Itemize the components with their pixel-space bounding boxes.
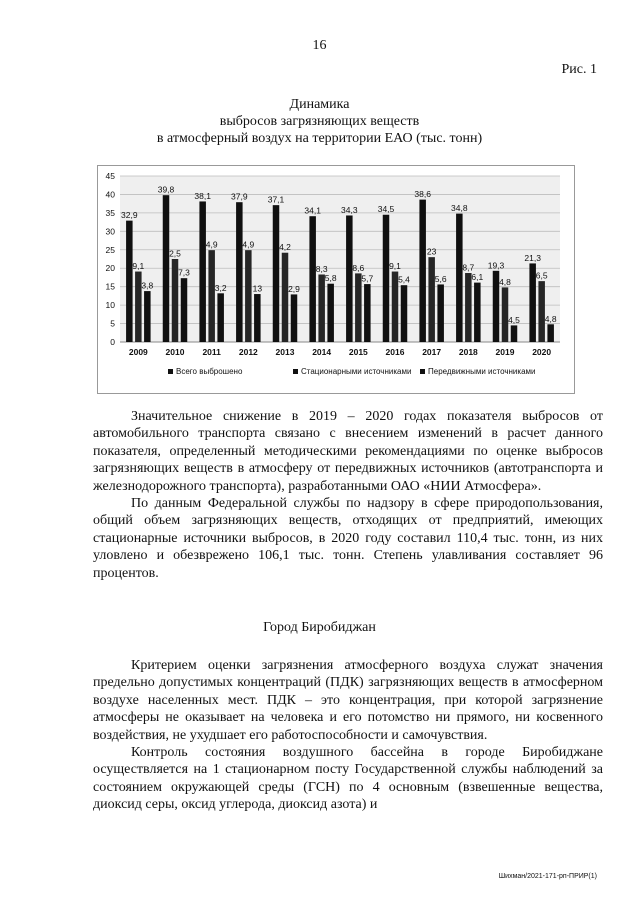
bar-total bbox=[383, 215, 390, 342]
data-label: 8,6 bbox=[352, 262, 365, 273]
legend-label: Стационарными источниками bbox=[301, 367, 412, 376]
legend-swatch bbox=[168, 369, 173, 374]
data-label: 6,1 bbox=[471, 272, 484, 283]
data-label: 2,5 bbox=[169, 248, 181, 259]
bar-mobile bbox=[291, 294, 298, 342]
section-heading: Город Биробиджан bbox=[263, 620, 376, 635]
x-tick-label: 2020 bbox=[532, 347, 552, 357]
document-footer: Шихман/2021-171-рп-ПРИР(1) bbox=[498, 873, 597, 880]
bar-total bbox=[199, 201, 206, 342]
y-tick-label: 30 bbox=[105, 226, 115, 237]
bar-total bbox=[419, 200, 426, 342]
y-tick-label: 15 bbox=[105, 281, 115, 292]
y-tick-label: 45 bbox=[105, 171, 115, 181]
emissions-chart-svg bbox=[98, 166, 574, 393]
data-label: 5,4 bbox=[398, 274, 410, 285]
y-tick-label: 40 bbox=[105, 189, 115, 200]
data-label: 4,2 bbox=[279, 242, 291, 253]
data-label: 34,1 bbox=[304, 205, 321, 216]
bar-stationary bbox=[282, 253, 289, 342]
bar-total bbox=[273, 205, 280, 342]
data-label: 19,3 bbox=[487, 260, 505, 271]
x-tick-label: 2016 bbox=[385, 347, 405, 357]
bar-mobile bbox=[327, 284, 334, 342]
data-label: 8,7 bbox=[462, 262, 475, 273]
paragraph-pdk: Критерием оценки загрязнения атмосферного воздуха служат значения предельно допустимых концентраций (ПДК) загрязняющих веществ в атмосферном воздухе населенных мест. ПДК – это концентрация, при которой загрязнение атмосферы не оказывает на человека и его потомство ни прямого, ни косвенного воздействия, не ухудшает его работоспособности и самочувствия. bbox=[93, 658, 603, 743]
chart-title-line-3: в атмосферный воздух на территории ЕАО (тыс. тонн) bbox=[156, 131, 483, 146]
data-label: 3,2 bbox=[214, 282, 227, 293]
bar-mobile bbox=[144, 291, 151, 342]
bar-mobile bbox=[217, 293, 224, 342]
bar-mobile bbox=[401, 285, 408, 342]
bar-stationary bbox=[465, 273, 472, 342]
emissions-chart bbox=[97, 165, 575, 394]
body-block-2 bbox=[93, 657, 603, 814]
legend-swatch bbox=[420, 369, 425, 374]
data-label: 9,1 bbox=[389, 261, 401, 272]
page-number: 16 bbox=[312, 38, 327, 53]
legend-label: Всего выброшено bbox=[176, 367, 243, 376]
bar-mobile bbox=[437, 284, 444, 342]
x-tick-label: 2019 bbox=[495, 347, 515, 357]
paragraph-monitoring: Контроль состояния воздушного бассейна в городе Биробиджане осуществляется на 1 стационарном посту Государственной службы наблюдений за состоянием окружающей среды (ГСН) по 4 основным (взвешенные вещества, диоксид серы, оксид углерода, диоксид азота) и bbox=[93, 745, 603, 813]
x-tick-label: 2012 bbox=[238, 347, 258, 357]
y-tick-label: 10 bbox=[105, 300, 115, 311]
paragraph-transport: Значительное снижение в 2019 – 2020 годах показателя выбросов от автомобильного транспорта связано с внесением изменений в расчет данного показателя, определенный методическими рекомендациями по оценке выбросов загрязняющих веществ в атмосферу от передвижных источников (автотранспорта и железнодорожного транспорта), разработанными ОАО «НИИ Атмосфера». bbox=[93, 409, 603, 494]
data-label: 4,5 bbox=[508, 314, 520, 325]
data-label: 13 bbox=[252, 283, 263, 294]
x-tick-label: 2018 bbox=[458, 347, 478, 357]
chart-title-line-2: выбросов загрязняющих веществ bbox=[219, 114, 420, 129]
data-label: 34,8 bbox=[451, 203, 468, 214]
bar-mobile bbox=[254, 294, 260, 342]
x-tick-label: 2011 bbox=[202, 347, 221, 357]
bar-total bbox=[346, 215, 353, 342]
data-label: 6,5 bbox=[535, 270, 548, 281]
bar-total bbox=[163, 195, 170, 342]
legend-swatch bbox=[293, 369, 298, 374]
data-label: 21,3 bbox=[524, 252, 541, 263]
data-label: 4,9 bbox=[205, 239, 218, 250]
data-label: 8,3 bbox=[315, 263, 328, 274]
bar-total bbox=[126, 221, 133, 342]
x-tick-label: 2010 bbox=[165, 347, 185, 357]
x-tick-label: 2009 bbox=[128, 347, 148, 357]
bar-total bbox=[309, 216, 316, 342]
bar-mobile bbox=[181, 278, 188, 342]
bar-stationary bbox=[245, 250, 252, 342]
chart-title-line-1: Динамика bbox=[289, 97, 350, 112]
bar-total bbox=[456, 214, 463, 342]
x-tick-label: 2017 bbox=[422, 347, 442, 357]
data-label: 34,5 bbox=[377, 204, 395, 215]
data-label: 9,1 bbox=[132, 261, 145, 272]
chart-title bbox=[0, 96, 639, 147]
data-label: 37,1 bbox=[267, 194, 285, 205]
data-label: 5,6 bbox=[434, 273, 447, 284]
data-label: 37,9 bbox=[231, 191, 248, 202]
data-label: 34,3 bbox=[341, 204, 358, 215]
data-label: 2,9 bbox=[288, 283, 300, 294]
data-label: 39,8 bbox=[157, 184, 175, 195]
bar-mobile bbox=[511, 325, 518, 342]
data-label: 32,9 bbox=[121, 210, 138, 221]
bar-mobile bbox=[474, 283, 481, 342]
data-label: 7,3 bbox=[178, 267, 190, 278]
data-label: 4,9 bbox=[242, 239, 255, 250]
paragraph-stationary: По данным Федеральной службы по надзору в сфере природопользования, общий объем загрязняющих веществ, отходящих от предприятий, имеющих стационарные источники выбросов, в 2020 году составил 110,4 тыс. тонн, из них уловлено и обезврежено 106,1 тыс. тонн. Степень улавливания составляет 96 процентов. bbox=[93, 496, 603, 581]
bar-stationary bbox=[318, 274, 325, 342]
data-label: 38,1 bbox=[194, 190, 211, 201]
x-tick-label: 2014 bbox=[312, 347, 332, 357]
y-tick-label: 5 bbox=[110, 318, 115, 329]
data-label: 23 bbox=[426, 246, 437, 257]
y-tick-label: 20 bbox=[105, 263, 115, 274]
data-label: 5,7 bbox=[361, 273, 374, 284]
y-tick-label: 25 bbox=[105, 244, 115, 255]
body-block-1 bbox=[93, 408, 603, 582]
data-label: 38,6 bbox=[414, 189, 431, 200]
bar-stationary bbox=[428, 257, 435, 342]
bar-stationary bbox=[355, 273, 362, 342]
y-tick-label: 0 bbox=[110, 337, 115, 347]
data-label: 4,8 bbox=[544, 313, 557, 324]
bar-mobile bbox=[547, 324, 554, 342]
data-label: 5,8 bbox=[324, 273, 337, 284]
data-label: 3,8 bbox=[141, 280, 154, 291]
y-tick-label: 35 bbox=[105, 207, 115, 218]
legend-label: Передвижными источниками bbox=[428, 367, 536, 376]
bar-total bbox=[236, 202, 243, 342]
bar-stationary bbox=[208, 250, 215, 342]
bar-stationary bbox=[538, 281, 545, 342]
bar-mobile bbox=[364, 284, 371, 342]
x-tick-label: 2013 bbox=[275, 347, 295, 357]
x-tick-label: 2015 bbox=[348, 347, 368, 357]
figure-label: Рис. 1 bbox=[561, 62, 597, 77]
data-label: 4,8 bbox=[499, 276, 511, 287]
